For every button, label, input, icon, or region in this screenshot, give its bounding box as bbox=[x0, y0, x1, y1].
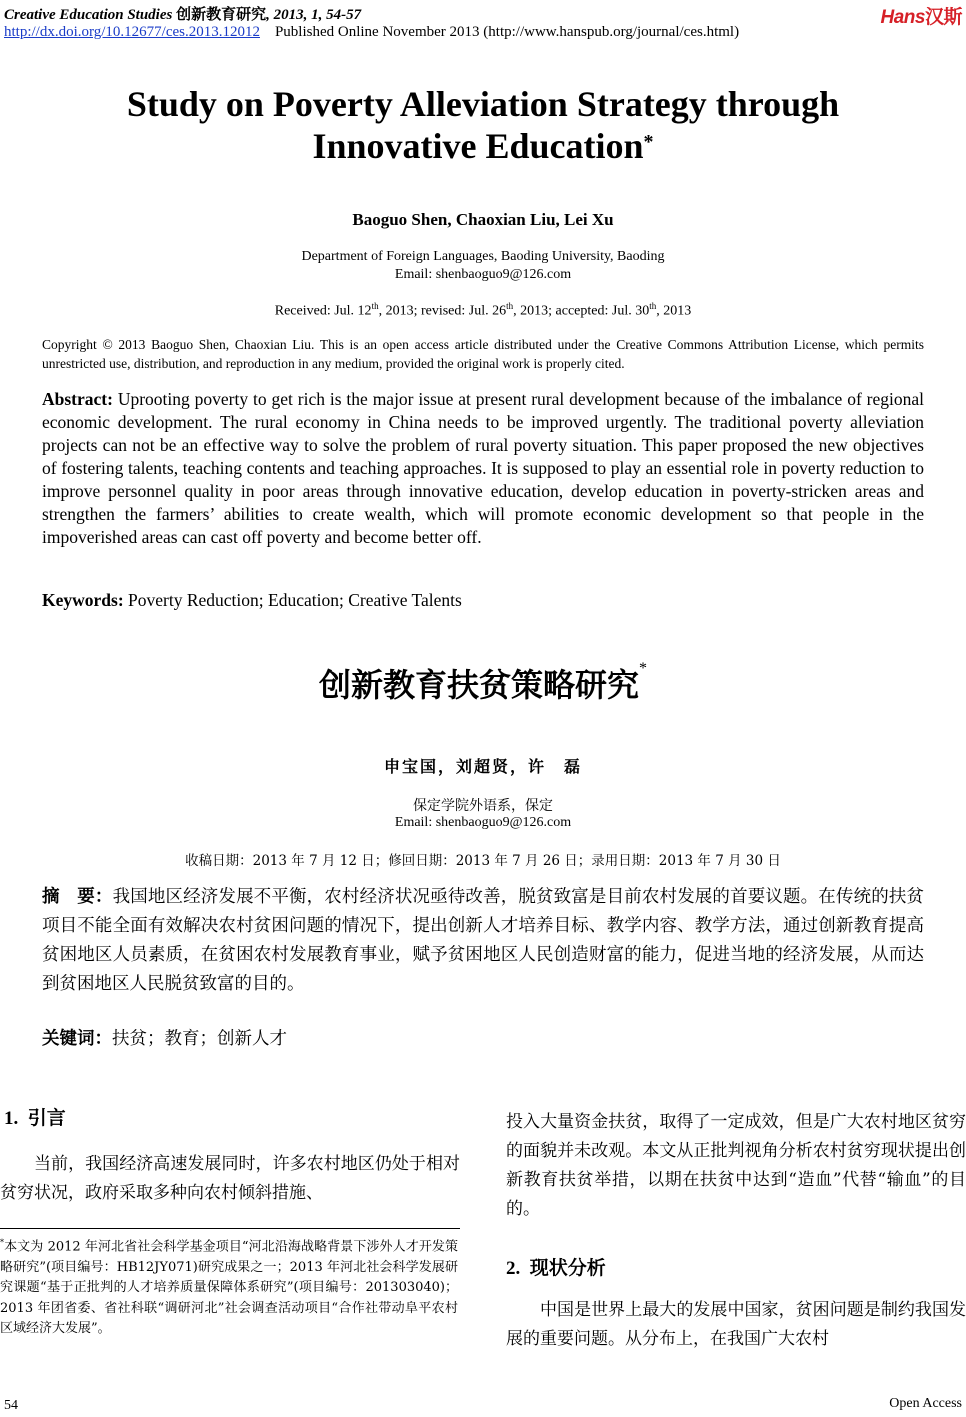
section-1-left-paragraph: 当前，我国经济高速发展同时，许多农村地区仍处于相对贫穷状况，政府采取多种向农村倾斜措施、 bbox=[0, 1154, 460, 1203]
footnote-divider bbox=[0, 1228, 460, 1229]
paper-title bbox=[0, 83, 966, 167]
logo-text-cn: 汉斯 bbox=[924, 6, 962, 28]
authors: Baoguo Shen, Chaoxian Liu, Lei Xu bbox=[352, 210, 614, 229]
section-1-right-paragraph: 投入大量资金扶贫，取得了一定成效，但是广大农村地区贫穷的面貌并未改观。本文从正批判视角分析农村贫穷现状提出创新教育扶贫举措，以期在扶贫中达到“造血”代替“输血”的目的。 bbox=[506, 1112, 966, 1219]
footnote bbox=[0, 1233, 458, 1340]
keywords-text: Poverty Reduction; Education; Creative Talents bbox=[128, 590, 462, 610]
accepted-date: , 2013; accepted: Jul. 30 bbox=[513, 303, 650, 319]
revised-date: , 2013; revised: Jul. 26 bbox=[378, 303, 507, 319]
abstract bbox=[42, 388, 924, 549]
cn-abstract-text: 我国地区经济发展不平衡，农村经济状况亟待改善，脱贫致富是目前农村发展的首要议题。在传统的扶贫项目不能全面有效解决农村贫困问题的情况下，提出创新人才培养目标、教学内容、教学方法，通过创新教育提高贫困地区人员素质，在贫困农村发展教育事业，赋予贫困地区人民创造财富的能力，促进当地的经济发展，从而达到贫困地区人民脱贫致富的目的。 bbox=[42, 887, 925, 994]
doi-link[interactable]: http://dx.doi.org/10.12677/ces.2013.12012 bbox=[4, 24, 260, 40]
title-line-1: Study on Poverty Alleviation Strategy through bbox=[126, 84, 840, 124]
section-2-heading bbox=[506, 1253, 606, 1280]
doi-line bbox=[4, 24, 739, 41]
date-tail: , 2013 bbox=[656, 303, 692, 319]
received-dates bbox=[0, 301, 966, 320]
date-sup: th bbox=[506, 301, 514, 311]
footnote-text: 本文为 2012 年河北省社会科学基金项目“河北沿海战略背景下涉外人才开发策略研究”(项目编号：HB12JY071)研究成果之一；2013 年河北社会科学发展研究课题“基于正批判的人才培养质量保障体系研究”(项目编号：201303040)；2013 年团省委、省社科联“调研河北”社会调查活动项目“合作社带动阜平农村区域经济大发展”。 bbox=[0, 1239, 458, 1337]
cn-authors: 申宝国，刘超贤，许 磊 bbox=[383, 757, 582, 776]
section-2-title: 现状分析 bbox=[529, 1257, 606, 1279]
cn-keywords-text: 扶贫；教育；创新人才 bbox=[112, 1029, 287, 1049]
title-footnote-mark: * bbox=[643, 131, 654, 153]
cn-dates: 收稿日期：2013 年 7 月 12 日；修回日期：2013 年 7 月 26 日；录用日期：2013 年 7 月 30 日 bbox=[185, 853, 781, 869]
cn-keywords-label: 关键词： bbox=[42, 1029, 112, 1049]
affiliation: Department of Foreign Languages, Baoding University, Baoding bbox=[301, 249, 665, 264]
journal-header bbox=[4, 3, 361, 24]
page-number: 54 bbox=[4, 1398, 18, 1413]
section-1-heading bbox=[4, 1103, 66, 1130]
section-1-title: 引言 bbox=[27, 1107, 66, 1129]
received-date: Received: Jul. 12 bbox=[274, 303, 372, 319]
date-sup: th bbox=[649, 301, 657, 311]
date-sup: th bbox=[371, 301, 379, 311]
abstract-label: Abstract: bbox=[42, 389, 113, 409]
logo-text-en: Hans bbox=[880, 7, 925, 28]
open-access-label: Open Access bbox=[889, 1396, 962, 1411]
keywords-label: Keywords: bbox=[42, 590, 124, 610]
title-line-2: Innovative Education bbox=[312, 126, 644, 166]
published-info: Published Online November 2013 (http://www.hanspub.org/journal/ces.html) bbox=[274, 24, 740, 40]
publisher-logo bbox=[881, 2, 962, 29]
cn-affiliation: 保定学院外语系，保定 bbox=[413, 798, 553, 814]
cn-paper-title bbox=[0, 660, 966, 706]
copyright-notice: Copyright © 2013 Baoguo Shen, Chaoxian Liu. This is an open access article distributed under the Creative Commons Attribution License, which permits unrestricted use, distribution, and reproduction in any medium, provided the original work is properly cited. bbox=[42, 337, 924, 371]
journal-name-cn: 创新教育研究 bbox=[176, 7, 267, 23]
abstract-text: Uprooting poverty to get rich is the major issue at present rural development because of the imbalance of regional economic development. The rural economy in China needs to be improved urgently. The traditional poverty alleviation projects can not be an effective way to solve the problem of rural poverty situation. This paper proposed the new objectives of fostering talents, teaching contents and teaching approaches. It is supposed to play an essential role in poverty reduction to improve personnel quality in poor areas through innovative education, develop education in poverty-stricken areas and strengthen the farmers’ abilities to create wealth, which will promote economic development so that people in the impoverished areas can cast off poverty and become better off. bbox=[42, 389, 924, 547]
cn-abstract-label: 摘 要： bbox=[42, 887, 113, 907]
volume-info: , 2013, 1, 54-57 bbox=[266, 7, 362, 23]
cn-keywords bbox=[42, 1025, 924, 1050]
section-2-number: 2. bbox=[506, 1258, 521, 1279]
section-2-paragraph: 中国是世界上最大的发展中国家，贫困问题是制约我国发展的重要问题。从分布上，在我国广大农村 bbox=[506, 1300, 966, 1349]
journal-name: Creative Education Studies bbox=[4, 7, 173, 23]
cn-email: Email: shenbaoguo9@126.com bbox=[394, 815, 572, 830]
cn-title-mark: * bbox=[639, 660, 647, 677]
keywords bbox=[42, 590, 924, 611]
cn-title-text: 创新教育扶贫策略研究 bbox=[318, 666, 639, 704]
section-1-number: 1. bbox=[4, 1108, 19, 1129]
cn-abstract bbox=[42, 883, 924, 999]
footnote-mark: * bbox=[0, 1238, 4, 1247]
email: Email: shenbaoguo9@126.com bbox=[394, 267, 572, 282]
